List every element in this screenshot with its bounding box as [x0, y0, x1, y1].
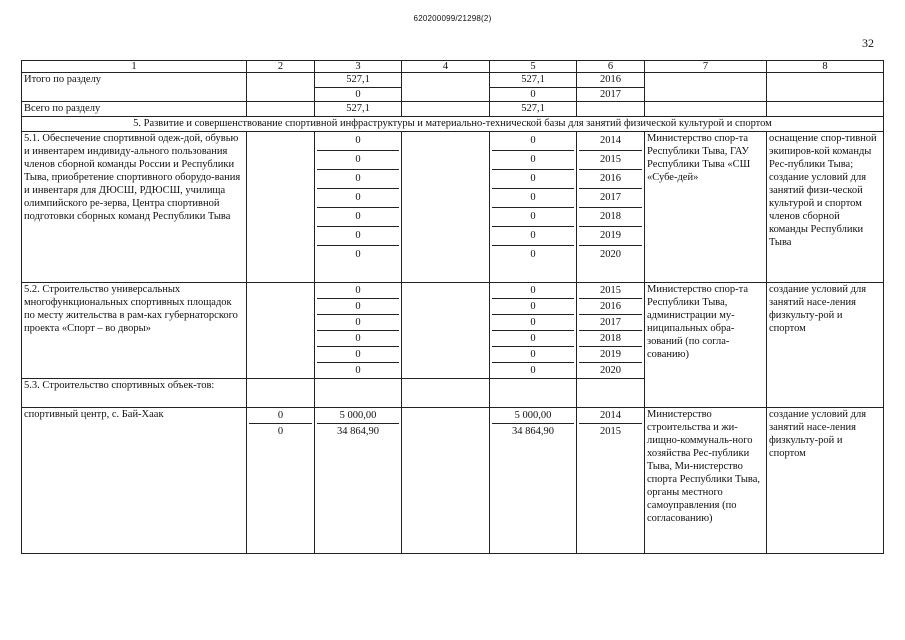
cell-value: 0 — [317, 347, 399, 363]
cell-value: 0 — [317, 227, 399, 246]
cell-year: 2016 — [579, 170, 642, 189]
table-row — [22, 408, 884, 554]
cell-year: 2018 — [579, 208, 642, 227]
table-row — [22, 102, 884, 117]
cell-value: 0 — [355, 249, 361, 260]
cell-year: 2017 — [577, 87, 645, 102]
cell-value: 0 — [355, 365, 361, 376]
cell-value: 0 — [492, 208, 574, 227]
table-row — [22, 132, 884, 283]
page-number: 32 — [862, 36, 874, 50]
cell-value: 0 — [492, 170, 574, 189]
table-row — [22, 73, 884, 88]
cell-value: 0 — [317, 151, 399, 170]
result-cell: создание условий для занятий насе-ления физкульту-рой и спортом — [767, 283, 884, 408]
cell-value: 0 — [315, 87, 402, 102]
cell-value: 527,1 — [315, 73, 402, 88]
column-header: 5 — [490, 61, 577, 73]
row-label: Всего по разделу — [22, 102, 247, 117]
cell-value: 34 864,90 — [512, 426, 554, 437]
program-table — [21, 60, 884, 554]
cell-value: 0 — [317, 189, 399, 208]
cell-year: 2019 — [579, 227, 642, 246]
item-description: 5.3. Строительство спортивных объек-тов: — [22, 379, 247, 408]
cell-year: 2014 — [579, 132, 642, 151]
executor-cell: Министерство строительства и жи-лищно-коммуналь-ного хозяйства Рес-публики Тыва, Ми-нистерство спорта Республики Тыва, органы местного самоуправления (по согласованию) — [645, 408, 767, 554]
cell-year: 2016 — [579, 299, 642, 315]
cell-value: 0 — [492, 331, 574, 347]
item-description: 5.1. Обеспечение спортивной одеж-дой, обувью и инвентарем индивиду-ального пользования членов сборной команды России и Республики Тыва, приобретение спортивного оборудо-вания и инвентаря для ДЮСШ, РДЮСШ, училища олимпийского ре-зерва, Центра спортивной подготовки сборных команд Республики Тыва — [22, 132, 247, 283]
cell-value: 0 — [249, 408, 312, 424]
cell-value: 0 — [492, 347, 574, 363]
table-row — [22, 283, 884, 379]
cell-value: 527,1 — [490, 102, 577, 117]
cell-year: 2017 — [579, 189, 642, 208]
cell-year: 2020 — [600, 249, 621, 260]
cell-value: 34 864,90 — [337, 426, 379, 437]
document-id: 620200099/21298(2) — [413, 14, 492, 23]
cell-year: 2018 — [579, 331, 642, 347]
cell-value: 0 — [490, 87, 577, 102]
column-header: 3 — [315, 61, 402, 73]
executor-cell: Министерство спор-та Республики Тыва, ГАУ Республики Тыва «СШ «Субе-дей» — [645, 132, 767, 283]
cell-value: 0 — [317, 208, 399, 227]
cell-year: 2017 — [579, 315, 642, 331]
cell-year: 2015 — [579, 283, 642, 299]
row-label: Итого по разделу — [22, 73, 247, 88]
cell-value: 0 — [492, 151, 574, 170]
column-header: 1 — [22, 61, 247, 73]
cell-value: 0 — [530, 249, 536, 260]
cell-value: 0 — [317, 315, 399, 331]
cell-year: 2015 — [579, 151, 642, 170]
result-cell: создание условий для занятий насе-ления физкульту-рой и спортом — [767, 408, 884, 554]
cell-value: 0 — [317, 331, 399, 347]
column-number-row — [22, 61, 884, 73]
cell-value: 0 — [492, 299, 574, 315]
cell-value: 0 — [317, 299, 399, 315]
column-header: 7 — [645, 61, 767, 73]
cell-value: 0 — [317, 170, 399, 189]
column-header: 2 — [247, 61, 315, 73]
cell-value: 5 000,00 — [317, 408, 399, 424]
cell-value: 0 — [492, 315, 574, 331]
cell-value: 0 — [492, 227, 574, 246]
cell-value: 0 — [317, 283, 399, 299]
column-header: 8 — [767, 61, 884, 73]
column-header: 6 — [577, 61, 645, 73]
cell-value: 0 — [492, 132, 574, 151]
cell-value: 0 — [277, 426, 284, 437]
cell-value: 0 — [492, 189, 574, 208]
cell-value: 527,1 — [490, 73, 577, 88]
section-title: 5. Развитие и совершенствование спортивной инфраструктуры и материально-технической базы для занятий физической культурой и спортом — [22, 117, 884, 132]
cell-year: 2020 — [600, 365, 621, 376]
column-header: 4 — [402, 61, 490, 73]
cell-value: 5 000,00 — [492, 408, 574, 424]
cell-year: 2015 — [600, 426, 621, 437]
cell-value: 0 — [317, 132, 399, 151]
executor-cell: Министерство спор-та Республики Тыва, администрации му-ниципальных обра-зований (по согла-сованию) — [645, 283, 767, 408]
cell-value: 527,1 — [315, 102, 402, 117]
item-description: спортивный центр, с. Бай-Хаак — [22, 408, 247, 554]
section-title-row — [22, 117, 884, 132]
cell-value: 0 — [492, 283, 574, 299]
item-description: 5.2. Строительство универсальных многофункциональных спортивных площадок по месту жительства в рам-ках губернаторского проекта «Спорт – во дворы» — [22, 283, 247, 379]
cell-year: 2016 — [577, 73, 645, 88]
result-cell: оснащение спор-тивной экипиров-кой команды Рес-публики Тыва; создание условий для занятий физи-ческой культурой и спортом членов сборной команды Республики Тыва — [767, 132, 884, 283]
cell-value: 0 — [530, 365, 536, 376]
cell-year: 2019 — [579, 347, 642, 363]
cell-year: 2014 — [579, 408, 642, 424]
